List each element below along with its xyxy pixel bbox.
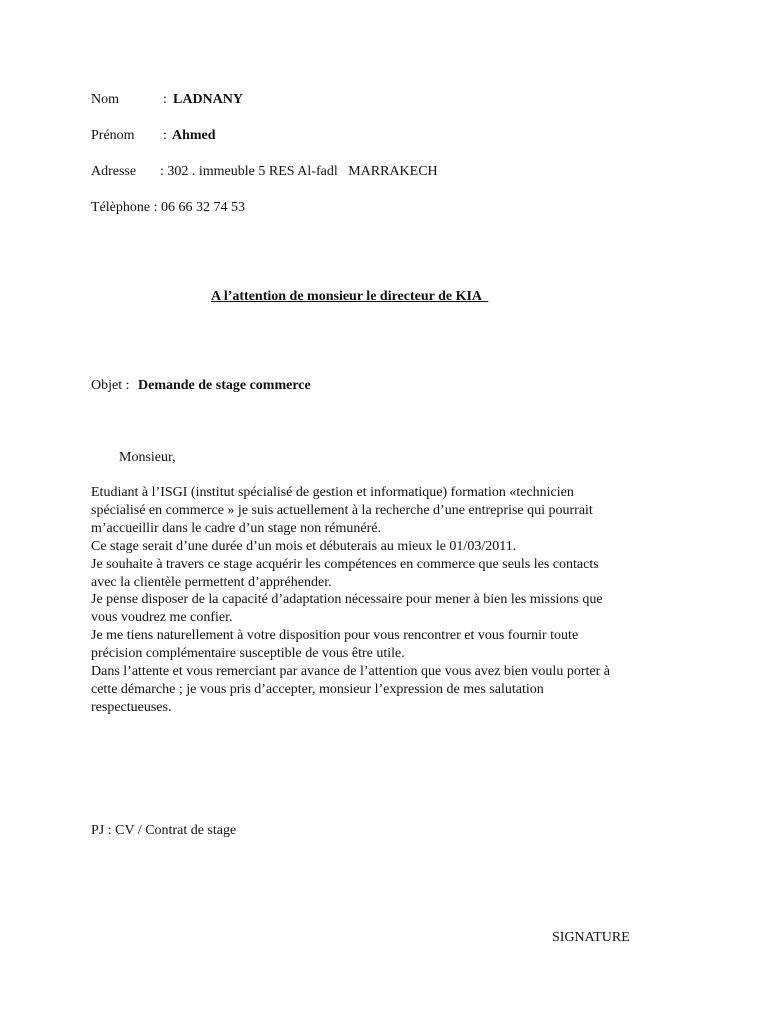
nom-separator: : bbox=[163, 92, 167, 107]
telephone-line: Télèphone : 06 66 32 74 53 bbox=[91, 200, 245, 215]
objet-label: Objet : bbox=[91, 378, 130, 393]
body-line: vous voudrez me confier. bbox=[91, 610, 233, 626]
nom-value: LADNANY bbox=[173, 92, 243, 107]
salutation: Monsieur, bbox=[119, 450, 176, 465]
body-line: respectueuses. bbox=[91, 699, 172, 715]
signature-label: SIGNATURE bbox=[552, 930, 630, 945]
attachments-line: PJ : CV / Contrat de stage bbox=[91, 823, 237, 838]
letter-body bbox=[91, 484, 681, 717]
body-line: Je me tiens naturellement à votre disposition pour vous rencontrer et vous fournir toute bbox=[91, 628, 579, 644]
adresse-value: : 302 . immeuble 5 RES Al-fadl MARRAKECH bbox=[160, 164, 438, 179]
prenom-label: Prénom bbox=[91, 128, 135, 143]
prenom-value: Ahmed bbox=[172, 128, 216, 143]
body-line: Je souhaite à travers ce stage acquérir les compétences en commerce que seuls les contacts bbox=[91, 556, 599, 572]
objet-value: Demande de stage commerce bbox=[138, 378, 311, 393]
body-line: Etudiant à l’ISGI (institut spécialisé de gestion et informatique) formation «technicien bbox=[91, 485, 574, 500]
body-line: m’accueillir dans le cadre d’un stage non rémunéré. bbox=[91, 520, 381, 536]
nom-label: Nom bbox=[91, 92, 119, 107]
body-line: précision complémentaire susceptible de vous être utile. bbox=[91, 646, 405, 662]
body-line: Dans l’attente et vous remerciant par avance de l’attention que vous avez bien voulu porter à bbox=[91, 664, 610, 680]
prenom-separator: : bbox=[163, 128, 167, 143]
recipient-line: A l’attention de monsieur le directeur de KIA bbox=[211, 289, 489, 304]
body-line: cette démarche ; je vous pris d’accepter, monsieur l’expression de mes salutation bbox=[91, 681, 544, 697]
body-line: spécialisé en commerce » je suis actuellement à la recherche d’une entreprise qui pourrait bbox=[91, 502, 593, 518]
body-line: Ce stage serait d’une durée d’un mois et débuterais au mieux le 01/03/2011. bbox=[91, 538, 517, 554]
body-line: Je pense disposer de la capacité d’adaptation nécessaire pour mener à bien les missions que bbox=[91, 592, 603, 608]
adresse-label: Adresse bbox=[91, 164, 137, 179]
body-line: avec la clientèle permettent d’appréhender. bbox=[91, 574, 332, 590]
